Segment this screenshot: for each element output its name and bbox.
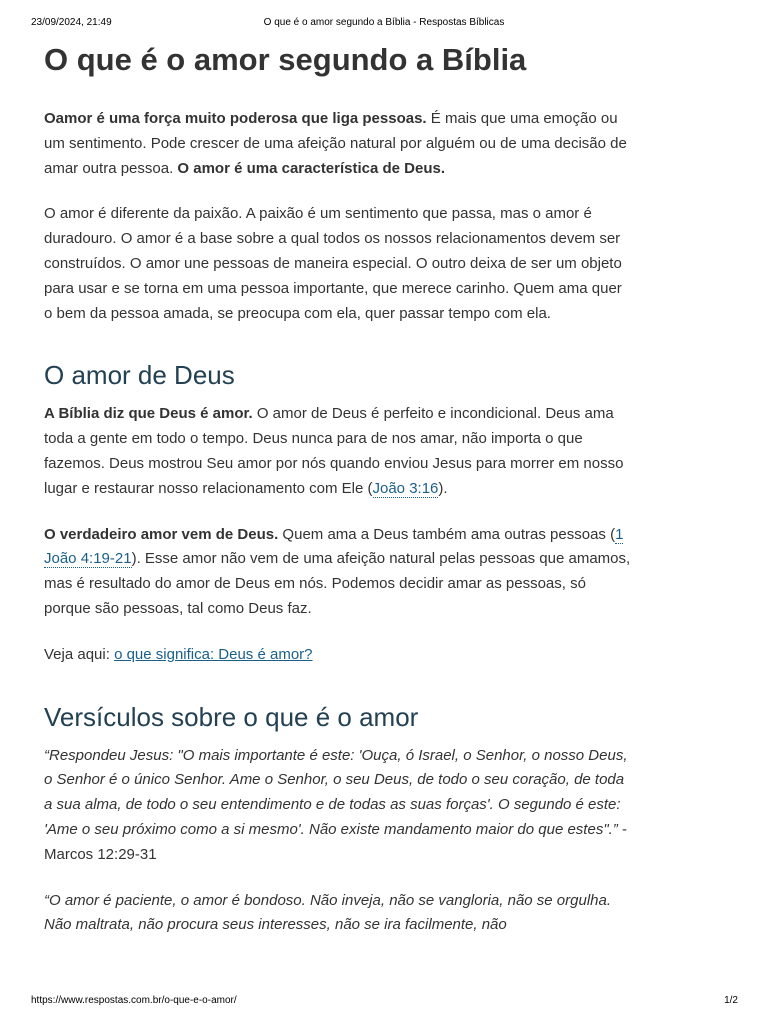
true-love-bold: O verdadeiro amor vem de Deus. xyxy=(44,525,279,543)
god-is-love-close: ). xyxy=(438,479,448,497)
god-is-love-paragraph xyxy=(44,402,634,501)
article xyxy=(44,40,634,938)
god-is-love-bold: A Bíblia diz que Deus é amor. xyxy=(44,405,253,423)
section-heading-god-love: O amor de Deus xyxy=(44,360,235,391)
article-title: O que é o amor segundo a Bíblia xyxy=(44,42,527,77)
true-love-after: ). Esse amor não vem de uma afeição natural pelas pessoas que amamos, mas é resultado do amor de Deus em nós. Podemos decidir amar as pessoas, só porque são pessoas, tal como Deus faz. xyxy=(44,550,631,617)
see-also-label: Veja aqui: xyxy=(44,645,115,663)
intro-text: É mais que uma emoção ou um sentimento. Pode crescer de uma afeição natural por alguém ou de uma decisão de amar outra pessoa. xyxy=(44,110,627,177)
intro-bold-lead: Oamor é uma força muito poderosa que liga pessoas. xyxy=(44,110,427,127)
see-also-paragraph xyxy=(44,643,634,668)
verse-marcos xyxy=(44,744,634,868)
true-love-paragraph xyxy=(44,523,634,622)
section-heading-verses: Versículos sobre o que é o amor xyxy=(44,701,419,732)
print-footer xyxy=(0,994,768,1010)
intro-paragraph xyxy=(44,107,634,181)
true-love-text: Quem ama a Deus também ama outras pessoas ( xyxy=(278,525,616,543)
verse-corinthians xyxy=(44,889,634,939)
print-header xyxy=(0,12,768,28)
print-page-number: 1/2 xyxy=(724,995,738,1006)
print-url: https://www.respostas.com.br/o-que-e-o-amor/ xyxy=(31,995,237,1006)
intro-bold-end: O amor é uma característica de Deus. xyxy=(177,159,446,177)
god-is-love-text: O amor de Deus é perfeito e incondicional. Deus ama toda a gente em todo o tempo. Deus nunca para de nos amar, não importa o que fazemos. Deus mostrou Seu amor por nós quando enviou Jesus para morrer em nosso lugar e restaurar nosso relacionamento com Ele ( xyxy=(44,405,624,497)
link-joao-3-16[interactable]: João 3:16 xyxy=(372,479,439,497)
verse-marcos-text: “Respondeu Jesus: "O mais importante é este: 'Ouça, ó Israel, o Senhor, o nosso Deus, o Senhor é o único Senhor. Ame o Senhor, o seu Deus, de todo o seu coração, de toda a sua alma, de todo o seu entendimento e de todas as suas forças'. O segundo é este: 'Ame o seu próximo como a si mesmo'. Não existe mandamento maior do que estes".” xyxy=(44,746,628,838)
verse-marcos-ref: - Marcos 12:29-31 xyxy=(44,820,627,863)
verse-corinthians-text: “O amor é paciente, o amor é bondoso. Não inveja, não se vangloria, não se orgulha. Não maltrata, não procura seus interesses, não se ira facilmente, não xyxy=(44,891,612,934)
print-datetime: 23/09/2024, 21:49 xyxy=(31,17,112,28)
print-page-title: O que é o amor segundo a Bíblia - Respostas Bíblicas xyxy=(263,17,505,28)
link-deus-e-amor[interactable]: o que significa: Deus é amor? xyxy=(114,645,313,663)
love-vs-passion-paragraph: O amor é diferente da paixão. A paixão é um sentimento que passa, mas o amor é duradouro. O amor é a base sobre a qual todos os nossos relacionamentos devem ser construídos. O amor une pessoas de maneira especial. O outro deixa de ser um objeto para usar e se torna em uma pessoa importante, que merece carinho. Quem ama quer o bem da pessoa amada, se preocupa com ela, quer passar tempo com ela. xyxy=(44,205,622,322)
link-1-joao-4-19-21[interactable]: 1 João 4:19-21 xyxy=(44,525,624,568)
